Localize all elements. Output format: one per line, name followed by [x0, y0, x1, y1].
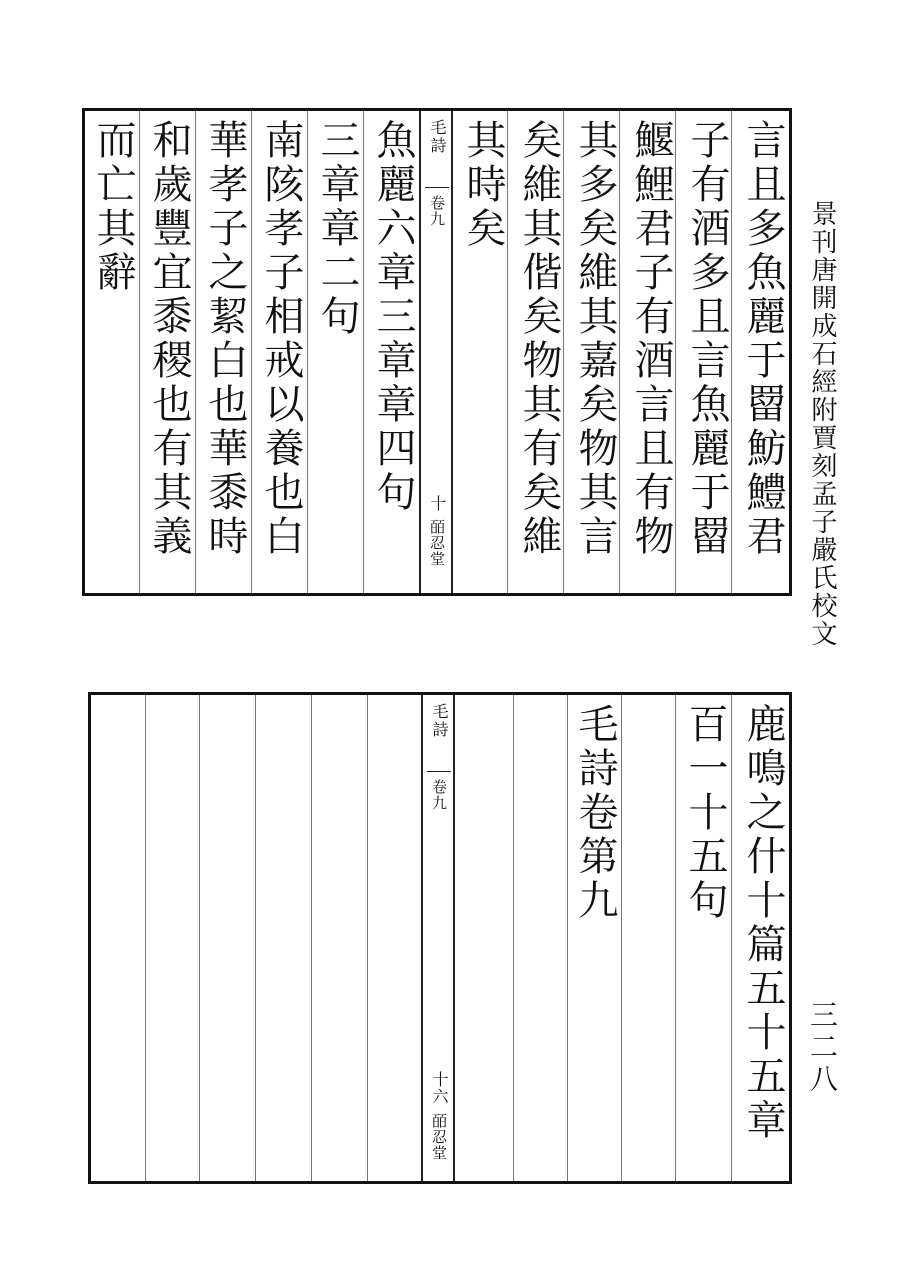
margin-studio: 皕忍堂 [428, 519, 446, 567]
text-column: 矣維其偕矣物其有矣維 [516, 119, 562, 559]
text-column: 而亡其辭 [90, 119, 136, 295]
margin-folio: 十 [428, 495, 447, 512]
text-column: 百一十五句 [682, 703, 728, 923]
text-column: 其多矣維其嘉矣物其言 [572, 119, 618, 559]
text-column: 華孝子之絜白也華黍時 [202, 119, 248, 559]
text-column [623, 695, 675, 1181]
book-title: 景刊唐開成石經附賈刻孟子嚴氏校文 [807, 200, 837, 648]
margin-title: 毛詩 [428, 119, 447, 155]
margin-title: 毛詩 [430, 703, 449, 739]
margin-studio: 皕忍堂 [430, 1113, 448, 1161]
text-column: 和歲豐宜黍稷也有其義 [146, 119, 192, 559]
text-column: 南陔孝子相戒以養也白 [258, 119, 304, 559]
text-column: 毛詩卷第九 [572, 703, 618, 923]
text-column: 三章章二句 [314, 119, 360, 339]
margin-strip [419, 111, 453, 593]
margin-volume: 卷九 [430, 779, 448, 811]
bottom-text-panel [88, 692, 792, 1184]
margin-strip [421, 695, 455, 1181]
text-column: 子有酒多且言魚麗于罶 [684, 119, 730, 559]
margin-volume: 卷九 [428, 195, 446, 227]
top-text-panel [82, 108, 792, 596]
text-column: 魚麗六章三章章四句 [370, 119, 416, 515]
text-column: 鰋鯉君子有酒言且有物 [628, 119, 674, 559]
text-column: 鹿鳴之什十篇五十五章 [740, 703, 786, 1143]
margin-folio: 十六 [430, 1071, 449, 1105]
page-number: 三二八 [806, 1000, 839, 1096]
text-column: 其時矣 [460, 119, 506, 251]
text-column: 言且多魚麗于罶魴鱧君 [740, 119, 786, 559]
